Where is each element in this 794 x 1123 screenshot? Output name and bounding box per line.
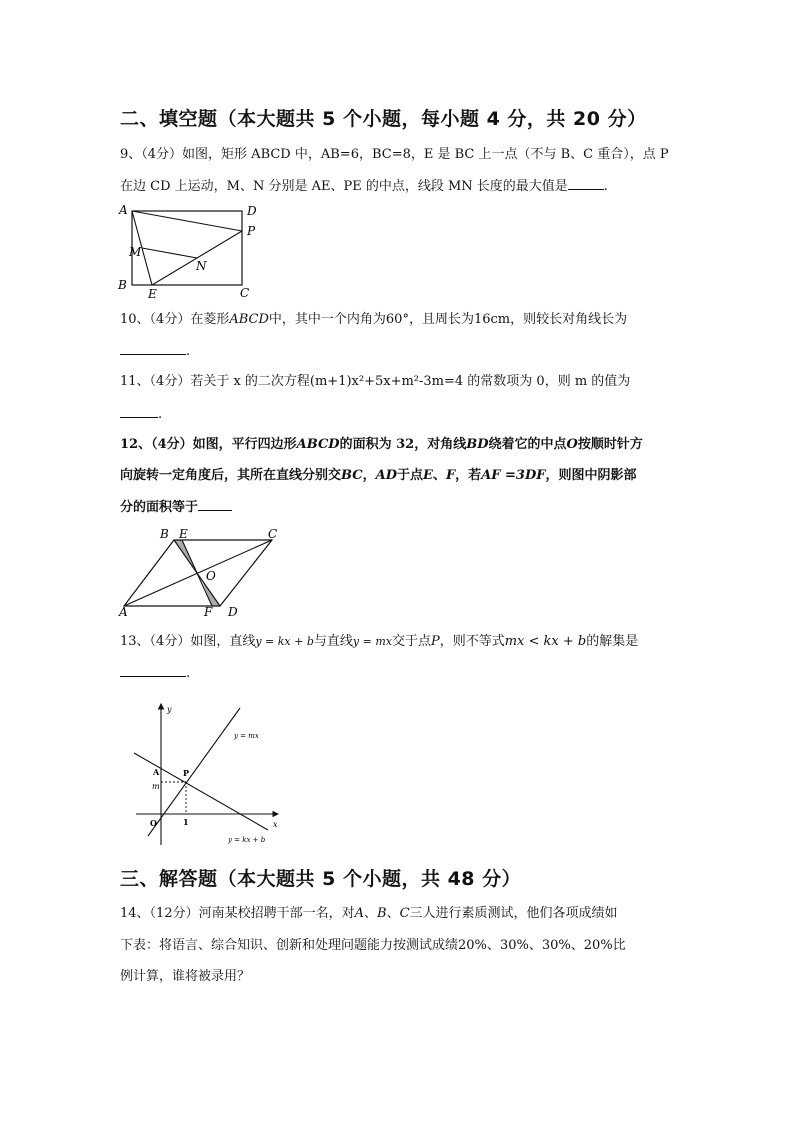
label-p: P (247, 224, 256, 238)
q14-text-b: 三人进行素质测试，他们各项成绩如 (409, 906, 618, 921)
label-c: C (268, 527, 278, 541)
q12-condition: AF =3DF (481, 468, 546, 483)
q12-l2-c: 于点 (396, 468, 423, 483)
q12-bc: BC (341, 468, 363, 483)
label-e: E (148, 287, 157, 301)
q14-pct2: 30% (499, 938, 529, 953)
q13-prefix: 13、（4分）如图，直线 (120, 634, 256, 649)
label-a: A (119, 203, 128, 217)
q10-perimeter: 16cm (473, 312, 511, 327)
label-x-axis: x (273, 820, 278, 829)
q12-text-c: 绕着它的中点 (488, 437, 567, 452)
q13-p: P (430, 634, 440, 649)
q12-bd: BD (466, 437, 489, 452)
label-y-axis: y (167, 705, 172, 714)
q14-s2: 、 (528, 938, 542, 953)
q9-line1: 9、（4分）如图，矩形 ABCD 中，AB=6，BC=8，E 是 BC 上一点（不与 B、C 重合），点 P (120, 147, 669, 162)
label-b: B (160, 527, 169, 541)
q13-mid3: ，则不等式 (439, 634, 505, 649)
q12-f: F (445, 468, 456, 483)
q12-l2-b: ， (362, 468, 376, 483)
q12-line2 (120, 467, 637, 485)
q13-mid2: 交于点 (391, 634, 431, 649)
q12-answer-blank[interactable] (198, 498, 232, 511)
label-o: O (150, 818, 157, 828)
q14-pct3: 30% (541, 938, 571, 953)
q9-line2-text: 在边 CD 上运动，M、N 分别是 AE、PE 的中点，线段 MN 长度的最大值是 (120, 179, 568, 194)
q13-inequality: mx < kx + b (504, 634, 587, 649)
q10-answer-blank[interactable] (120, 342, 186, 355)
q14-s3: 、 (570, 938, 584, 953)
q13-line1 (120, 633, 638, 651)
q14-l2-b: 比 (612, 938, 626, 953)
q11-answer-blank[interactable] (120, 405, 158, 418)
q12-e: E (423, 468, 433, 483)
q12-l3-text: 分的面积等于 (120, 500, 199, 515)
q13-line2 (120, 664, 190, 683)
q14-pct1: 20% (458, 938, 487, 953)
q10-mid: 中，其中一个内角为 (268, 312, 386, 327)
q14-candidate-a: A (354, 906, 364, 921)
q11-line1: 11、（4分）若关于 x 的二次方程(m+1)x²+5x+m²-3m=4 的常数项为 0，则 m 的值为 (120, 374, 631, 389)
q14-line2 (120, 937, 626, 955)
q12-l2-d: 、 (432, 468, 446, 483)
q10-end: . (186, 344, 191, 359)
line-y-mx (148, 708, 240, 836)
section-title-solutions: 三、解答题（本大题共 5 个小题，共 48 分） (120, 868, 522, 890)
label-a: A (153, 767, 160, 777)
q10-abcd: ABCD (229, 312, 269, 327)
q13-answer-blank[interactable] (120, 664, 186, 677)
q9-end: . (603, 179, 608, 194)
q14-candidate-c: C (399, 906, 410, 921)
q9-answer-blank[interactable] (568, 177, 604, 190)
q12-l2-e: ，若 (455, 468, 482, 483)
q12-text-a: 12、（4分）如图，平行四边形 (120, 437, 297, 452)
q12-line1 (120, 436, 643, 454)
q12-l2-a: 向旋转一定角度后，其所在直线分别交 (120, 468, 342, 483)
q12-ad: AD (375, 468, 397, 483)
q13-end: . (186, 666, 191, 681)
q12-text-d: 按顺时针方 (577, 437, 643, 452)
label-m: M (129, 245, 142, 259)
section-title-fill-in: 二、填空题（本大题共 5 个小题，每小题 4 分，共 20 分） (120, 108, 647, 130)
q14-s1: 、 (486, 938, 500, 953)
q13-suffix: 的解集是 (586, 634, 639, 649)
q13-mid: 与直线 (313, 634, 353, 649)
label-o: O (206, 569, 216, 583)
q12-l2-f: ，则图中阴影部 (545, 468, 637, 483)
q12-o: O (566, 437, 578, 452)
q12-line3 (120, 498, 232, 517)
q9-line2 (120, 177, 608, 196)
label-f: F (204, 605, 213, 618)
q10-prefix: 10、（4分）在菱形 (120, 312, 230, 327)
q14-sep2: 、 (386, 906, 400, 921)
segment-mn (142, 248, 197, 258)
q14-pct4: 20% (583, 938, 613, 953)
label-y-mx: y = mx (234, 732, 259, 740)
q14-sep1: 、 (363, 906, 377, 921)
diagonal-ac (124, 540, 272, 606)
label-p: P (183, 768, 190, 778)
q14-line1 (120, 905, 618, 923)
q13-figure-graph (130, 700, 282, 848)
q14-l2-a: 下表：将语言、综合知识、创新和处理问题能力按测试成绩 (120, 938, 459, 953)
label-m: m (152, 782, 160, 791)
segment-ap (132, 211, 242, 231)
q10-line2 (120, 342, 190, 361)
label-e: E (179, 527, 188, 541)
q10-suffix: ，则较长对角线长为 (510, 312, 628, 327)
label-d: D (228, 605, 238, 618)
label-c: C (240, 286, 250, 300)
label-1: 1 (183, 817, 189, 827)
q10-line1 (120, 311, 627, 329)
q9-figure-rectangle (112, 198, 262, 302)
q12-abcd: ABCD (296, 437, 340, 452)
q13-eq1: y = kx + b (255, 635, 314, 648)
q11-line2 (120, 405, 162, 424)
q10-angle: 60° (385, 312, 409, 327)
q12-figure-parallelogram (112, 522, 288, 618)
label-y-kx-b: y = kx + b (228, 836, 266, 844)
label-b: B (118, 278, 127, 292)
label-n: N (196, 259, 207, 273)
q12-text-b: 的面积为 32，对角线 (339, 437, 467, 452)
q13-eq2: y = mx (352, 635, 392, 648)
q14-text-a: 14、（12分）河南某校招聘干部一名，对 (120, 906, 355, 921)
q10-mid2: ，且周长为 (408, 312, 474, 327)
q14-line3: 例计算，谁将被录用？ (120, 969, 251, 984)
q11-end: . (158, 407, 163, 422)
label-a: A (119, 605, 128, 618)
q14-candidate-b: B (377, 906, 387, 921)
label-d: D (247, 204, 257, 218)
